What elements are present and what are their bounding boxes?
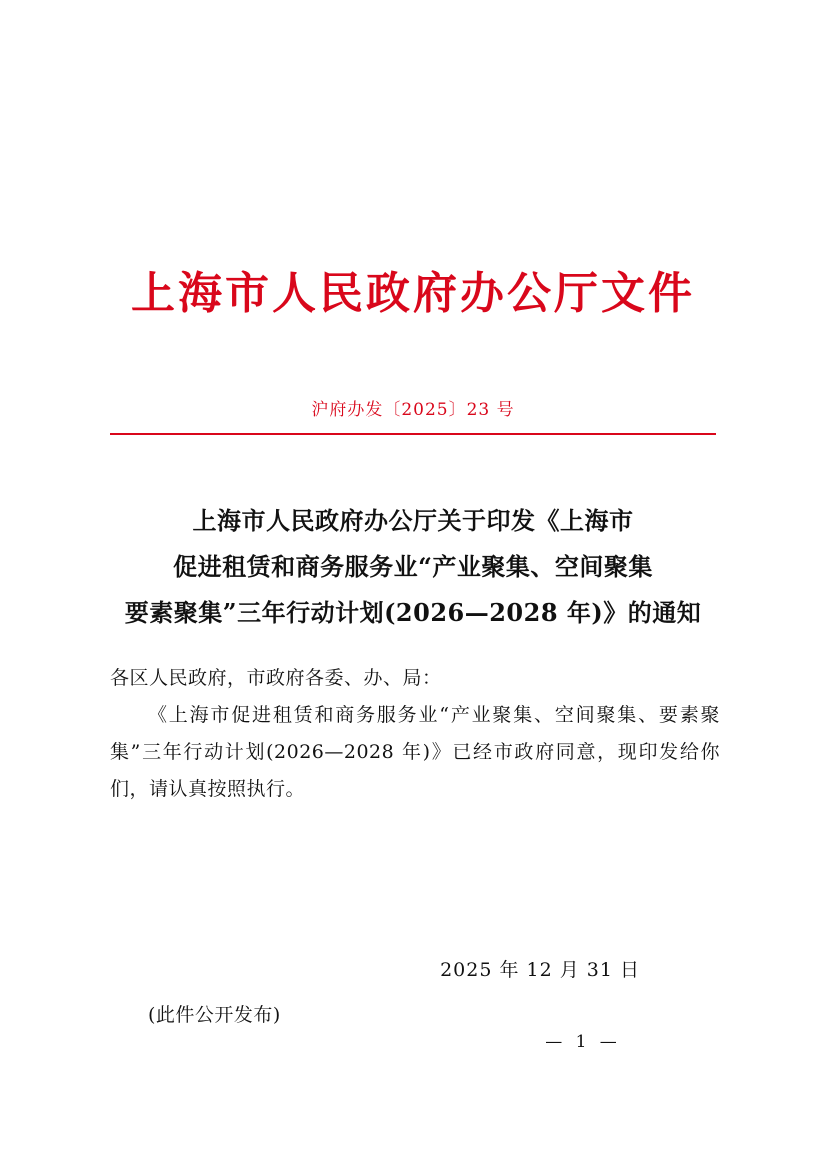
page-title-line-1: 上海市人民政府办公厅关于印发《上海市 [192,506,634,535]
masthead-title: 上海市人民政府办公厅文件 [131,268,695,319]
page-title-line-2: 促进租赁和商务服务业“产业聚集、空间聚集 [173,552,653,581]
salutation: 各区人民政府，市政府各委、办、局： [110,667,442,689]
header-divider [110,433,716,435]
sign-date: 2025 年 12 月 31 日 [440,959,640,981]
publish-note: (此件公开发布) [148,1004,281,1026]
page-title [103,498,723,636]
masthead [0,268,826,321]
document-number: 沪府办发〔2025〕23 号 [311,400,515,420]
page-number: — 1 — [545,1032,621,1052]
page-title-line-3: 要素聚集”三年行动计划(2026—2028 年)》的通知 [124,598,702,627]
document-body [110,660,720,808]
body-paragraph-1: 《上海市促进租赁和商务服务业“产业聚集、空间聚集、要素聚集”三年行动计划(2026—2028 年)》已经市政府同意，现印发给你们，请认真按照执行。 [110,704,720,800]
